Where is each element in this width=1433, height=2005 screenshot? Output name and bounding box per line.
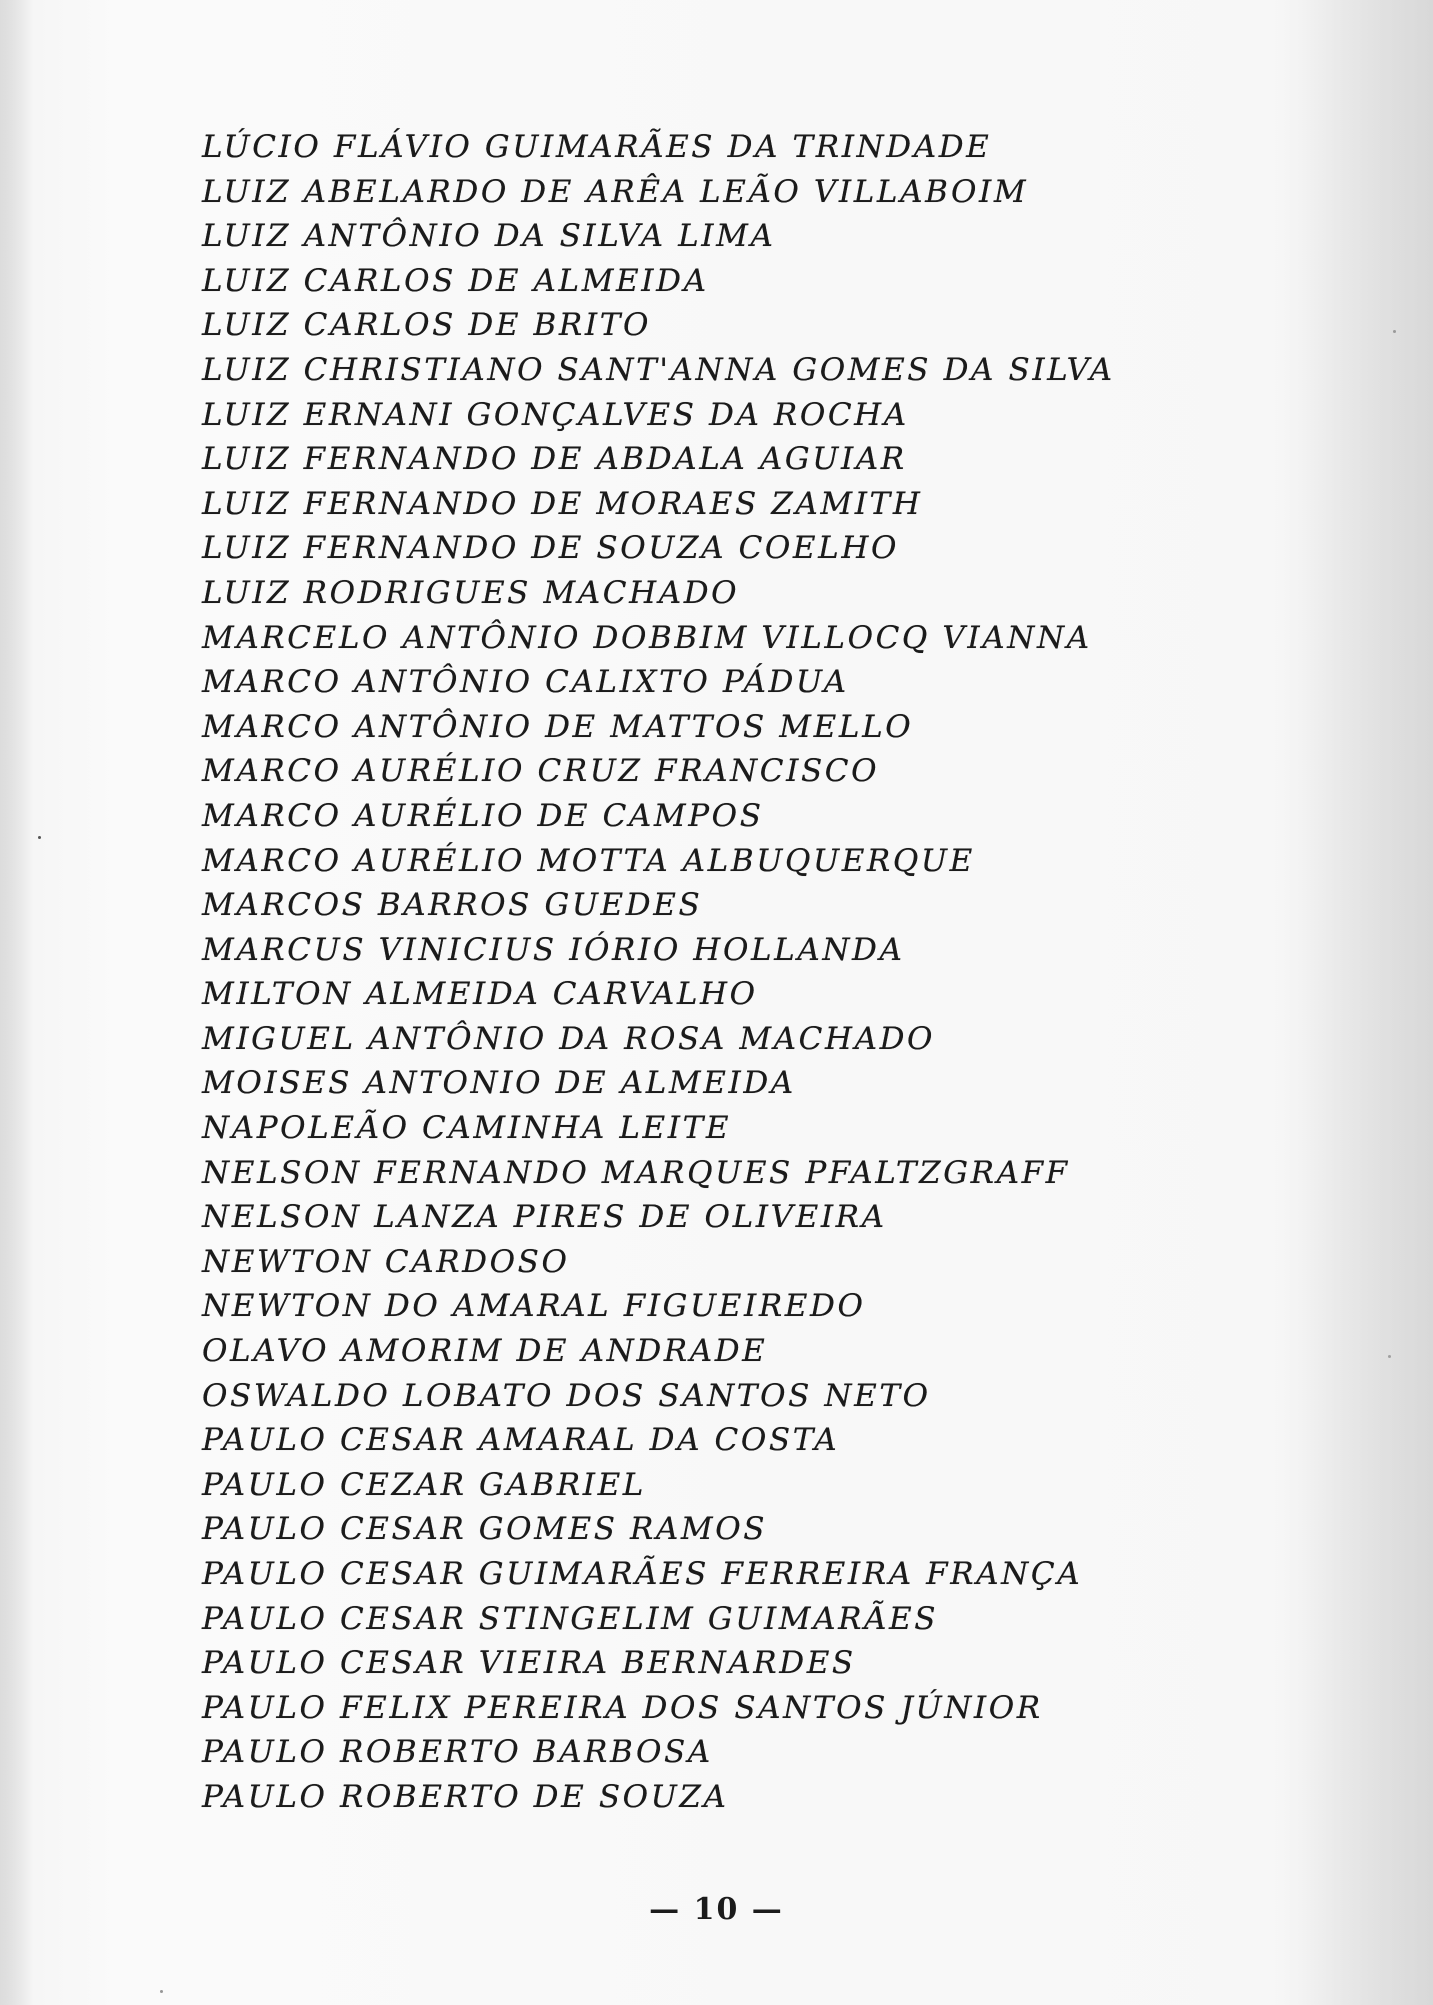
list-item: MARCUS VINICIUS IÓRIO HOLLANDA — [202, 931, 905, 968]
paper-speck — [1388, 1355, 1391, 1358]
list-item: PAULO ROBERTO DE SOUZA — [202, 1778, 729, 1815]
page-number: — 10 — — [649, 1892, 784, 1927]
list-item: LUIZ CARLOS DE ALMEIDA — [202, 262, 709, 299]
list-item: LUIZ RODRIGUES MACHADO — [202, 574, 740, 611]
list-item: MARCO AURÉLIO CRUZ FRANCISCO — [202, 753, 880, 790]
list-item: PAULO CESAR GUIMARÃES FERREIRA FRANÇA — [202, 1556, 1083, 1592]
list-item: NELSON LANZA PIRES DE OLIVEIRA — [202, 1199, 887, 1236]
list-item: MARCO ANTÔNIO DE MATTOS MELLO — [202, 708, 914, 745]
list-item: LÚCIO FLÁVIO GUIMARÃES DA TRINDADE — [202, 129, 992, 165]
list-item: OLAVO AMORIM DE ANDRADE — [202, 1333, 768, 1370]
list-item: LUIZ ANTÔNIO DA SILVA LIMA — [202, 218, 776, 255]
list-item: NEWTON CARDOSO — [202, 1243, 570, 1280]
list-item: LUIZ FERNANDO DE MORAES ZAMITH — [202, 485, 923, 522]
list-item: NAPOLEÃO CAMINHA LEITE — [202, 1110, 732, 1147]
list-item: MARCO ANTÔNIO CALIXTO PÁDUA — [202, 664, 849, 701]
list-item: PAULO CESAR VIEIRA BERNARDES — [202, 1645, 856, 1682]
list-item: LUIZ CHRISTIANO SANT'ANNA GOMES DA SILVA — [202, 351, 1115, 388]
list-item: MARCO AURÉLIO MOTTA ALBUQUERQUE — [202, 842, 975, 879]
paper-speck — [38, 836, 41, 839]
list-item: NELSON FERNANDO MARQUES PFALTZGRAFF — [202, 1154, 1070, 1191]
list-item: PAULO CESAR AMARAL DA COSTA — [202, 1422, 840, 1459]
names-list — [202, 125, 1302, 1820]
list-item: PAULO FELIX PEREIRA DOS SANTOS JÚNIOR — [202, 1689, 1043, 1726]
list-item: PAULO CESAR GOMES RAMOS — [202, 1511, 768, 1548]
list-item: LUIZ FERNANDO DE ABDALA AGUIAR — [202, 441, 907, 478]
list-item: PAULO CESAR STINGELIM GUIMARÃES — [202, 1600, 939, 1637]
list-item: MARCELO ANTÔNIO DOBBIM VILLOCQ VIANNA — [202, 619, 1092, 656]
list-item: LUIZ CARLOS DE BRITO — [202, 307, 651, 344]
list-item: MOISES ANTONIO DE ALMEIDA — [202, 1065, 796, 1102]
page-binding-shadow — [0, 0, 34, 2005]
list-item: LUIZ FERNANDO DE SOUZA COELHO — [202, 530, 899, 567]
list-item: MARCOS BARROS GUEDES — [202, 887, 703, 924]
list-item: MARCO AURÉLIO DE CAMPOS — [202, 797, 764, 834]
paper-speck — [1393, 330, 1396, 333]
paper-speck — [160, 1990, 163, 1993]
list-item: OSWALDO LOBATO DOS SANTOS NETO — [202, 1377, 931, 1414]
list-item: LUIZ ABELARDO DE ARÊA LEÃO VILLABOIM — [202, 173, 1029, 210]
list-item: LUIZ ERNANI GONÇALVES DA ROCHA — [202, 396, 909, 433]
list-item: PAULO CEZAR GABRIEL — [202, 1466, 646, 1503]
list-item: PAULO ROBERTO BARBOSA — [202, 1734, 713, 1771]
list-item: NEWTON DO AMARAL FIGUEIREDO — [202, 1288, 866, 1325]
list-item: MIGUEL ANTÔNIO DA ROSA MACHADO — [202, 1020, 936, 1057]
list-item: MILTON ALMEIDA CARVALHO — [202, 976, 758, 1013]
